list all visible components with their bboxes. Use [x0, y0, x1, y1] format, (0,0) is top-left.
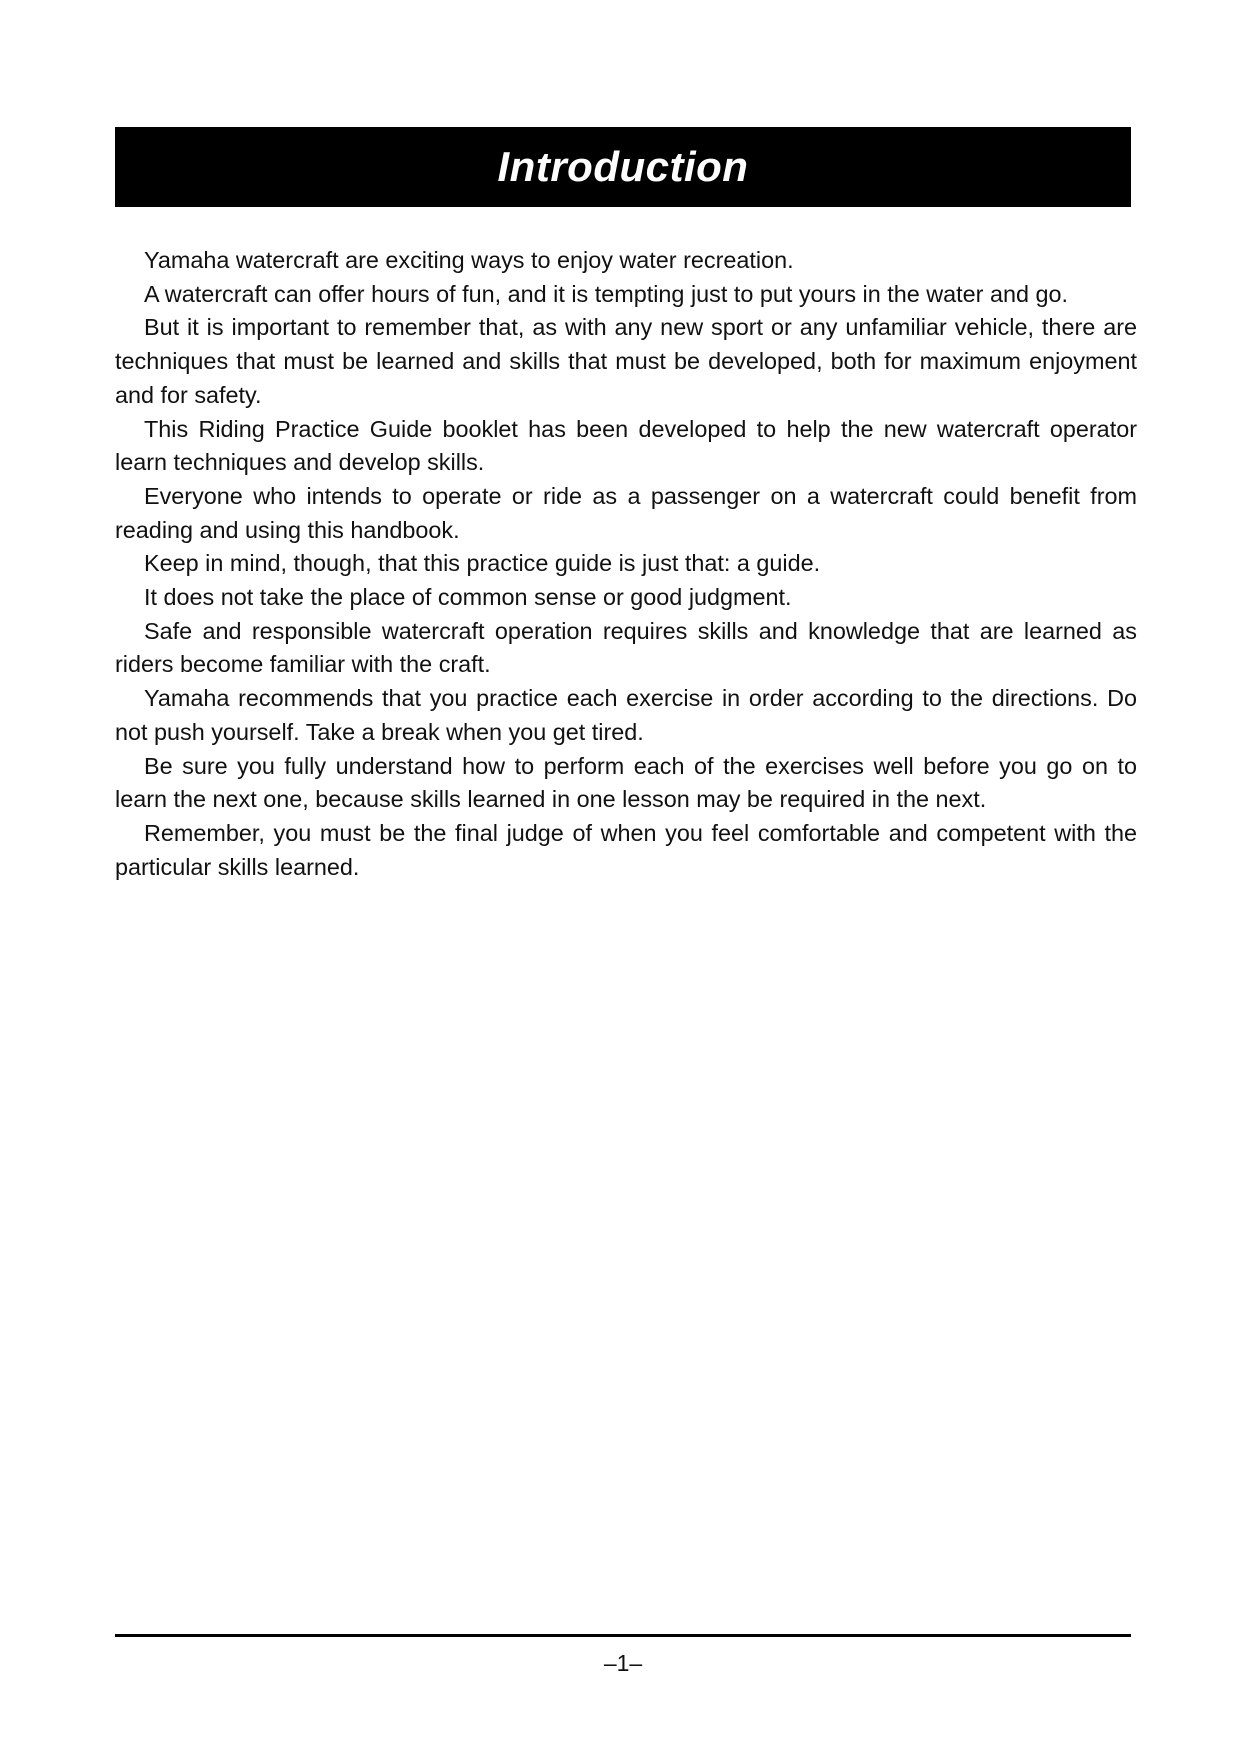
- page-number: –1–: [603, 1650, 643, 1676]
- title-banner: [115, 127, 1131, 207]
- page-title: Introduction: [497, 143, 749, 190]
- paragraph: But it is important to remember that, as with any new sport or any unfamiliar vehicle, there are techniques that must be learned and skills that must be developed, both for maximum enjoyment and for safety.: [115, 314, 1137, 408]
- paragraph: Yamaha watercraft are exciting ways to enjoy water recreation.: [144, 247, 794, 273]
- paragraph: Remember, you must be the final judge of when you feel comfortable and competent with the particular skills learned.: [115, 819, 1137, 880]
- paragraph: It does not take the place of common sense or good judgment.: [144, 584, 792, 611]
- paragraph: Yamaha recommends that you practice each exercise in order according to the directions. Do not push yourself. Take a break when you get tired.: [115, 685, 1137, 745]
- paragraph: Safe and responsible watercraft operation requires skills and knowledge that are learned as riders become familiar with the craft.: [115, 617, 1137, 678]
- paragraph: Be sure you fully understand how to perform each of the exercises well before you go on to learn the next one, because skills learned in one lesson may be required in the next.: [115, 752, 1137, 813]
- paragraph: Keep in mind, though, that this practice guide is just that: a guide.: [144, 550, 821, 577]
- paragraph: This Riding Practice Guide booklet has been developed to help the new watercraft operator learn techniques and develop skills.: [115, 415, 1137, 476]
- paragraph: A watercraft can offer hours of fun, and it is tempting just to put yours in the water and go.: [144, 280, 1069, 307]
- footer-divider: [115, 1634, 1131, 1637]
- body-text: [115, 244, 1137, 884]
- paragraph: Everyone who intends to operate or ride as a passenger on a watercraft could benefit from reading and using this handbook.: [115, 482, 1137, 543]
